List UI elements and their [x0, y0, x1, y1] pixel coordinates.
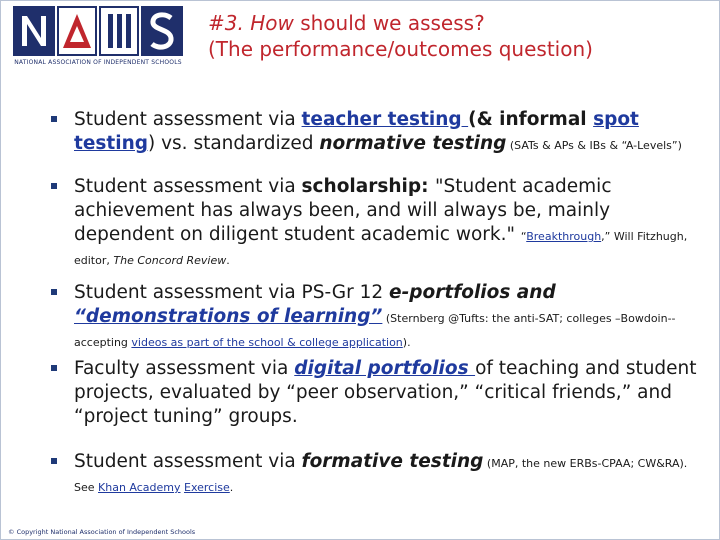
b1-text-3: ) vs. standardized: [148, 133, 320, 154]
bullet-marker-icon: [51, 289, 57, 295]
b3-small-2: ).: [402, 336, 411, 349]
logo-tile-n: [13, 6, 55, 56]
b3-small-1: (Sternberg @Tufts: the anti-SAT; colleges –Bowdoin-- accepting: [74, 312, 676, 349]
nais-logo: [13, 6, 183, 68]
b2-small-4: .: [226, 254, 230, 267]
bullet-marker-icon: [51, 458, 57, 464]
testing-link[interactable]: testing: [74, 133, 148, 154]
slide-title: [208, 10, 688, 62]
logo-tile-s: [141, 6, 183, 56]
logo-tile-a: [57, 6, 97, 56]
letter-n-icon: [15, 8, 53, 54]
bullet-marker-icon: [51, 365, 57, 371]
logo-caption: NATIONAL ASSOCIATION OF INDEPENDENT SCHOOLS: [14, 59, 182, 66]
letter-a-icon: [59, 8, 95, 54]
logo-tiles: [13, 6, 183, 56]
copyright-footer: © Copyright National Association of Independent Schools: [8, 528, 196, 536]
b2-scholarship: scholarship:: [301, 176, 435, 197]
b5-small-2: See: [74, 481, 99, 494]
b1-small-note: (SATs & APs & IBs & “A-Levels”): [506, 139, 682, 152]
b2-small-1: “: [520, 230, 527, 243]
bullet-3-text: [74, 281, 704, 353]
letter-i-icon: [101, 8, 137, 54]
b2-small-2: ,” Will Fitzhugh, editor,: [74, 230, 688, 267]
digital-portfolios-link[interactable]: digital portfolios: [294, 358, 476, 379]
b3-text-1: Student assessment via PS-Gr 12: [74, 282, 390, 303]
logo-tile-i: [99, 6, 139, 56]
b3-eportfolios: e-portfolios and: [389, 282, 556, 303]
bullet-marker-icon: [51, 183, 57, 189]
title-line-2: (The performance/outcomes question): [208, 37, 593, 61]
b4-text-2: of teaching and student projects, evaluated by “peer observation,” “critical friends,” and “project tuning” groups.: [74, 358, 697, 427]
title-how: How: [250, 11, 294, 35]
videos-application-link[interactable]: videos as part of the school & college application: [131, 336, 403, 349]
bullet-1-text: [74, 108, 704, 156]
b2-text-1: Student assessment via: [74, 176, 302, 197]
bullet-5-text: [74, 450, 704, 498]
b2-concord-review: The Concord Review: [113, 254, 227, 267]
title-line1-rest: should we assess?: [300, 11, 485, 35]
b5-formative-testing: formative testing: [301, 451, 484, 472]
b1-text-2: (& informal: [468, 109, 594, 130]
b1-text-1: Student assessment via: [74, 109, 302, 130]
b4-text-1: Faculty assessment via: [74, 358, 295, 379]
demonstrations-of-learning-link[interactable]: “demonstrations of learning”: [74, 306, 383, 327]
b2-quote: "Student academic achievement has always been, and will always be, mainly dependent on diligent student academic work.": [74, 176, 612, 245]
b1-normative-testing: normative testing: [319, 133, 507, 154]
title-number: #3.: [208, 11, 244, 35]
spot-link[interactable]: spot: [593, 109, 639, 130]
letter-s-icon: [143, 8, 181, 54]
bullet-4-text: [74, 357, 704, 429]
bullet-marker-icon: [51, 116, 57, 122]
bullet-2-text: [74, 175, 704, 271]
khan-academy-link[interactable]: Khan Academy: [98, 481, 181, 494]
exercise-link[interactable]: Exercise: [184, 481, 230, 494]
teacher-testing-link[interactable]: teacher testing: [301, 109, 469, 130]
title-line-1: [208, 10, 688, 36]
b5-small-1: (MAP, the new ERBs-CPAA; CW&RA).: [483, 457, 688, 470]
breakthrough-link[interactable]: Breakthrough: [526, 230, 602, 243]
b5-text-1: Student assessment via: [74, 451, 302, 472]
b5-small-4: .: [229, 481, 234, 494]
